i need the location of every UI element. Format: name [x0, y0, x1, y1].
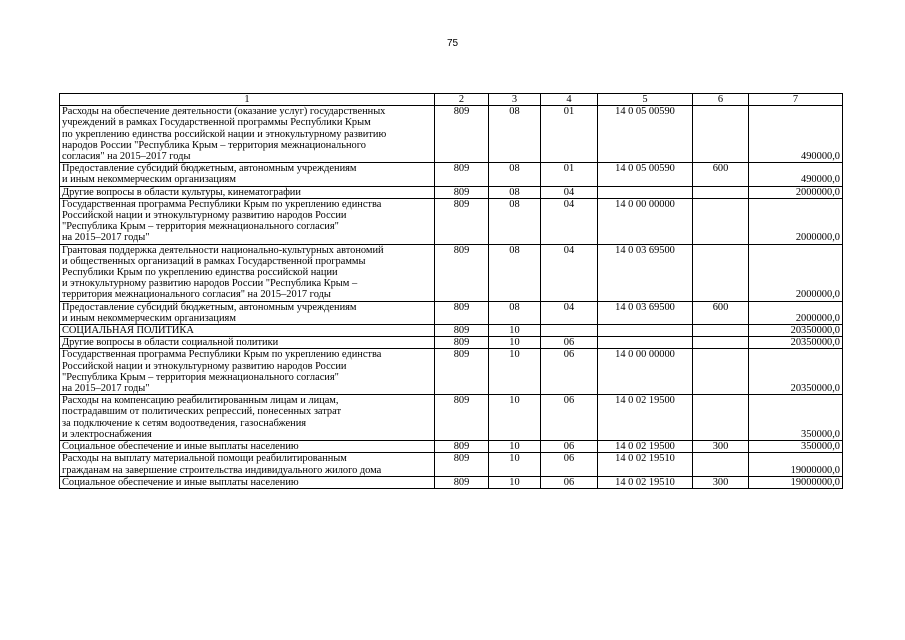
item-name-line: и иным некоммерческим организациям — [62, 312, 236, 324]
expense-type-cell: 300 — [693, 441, 749, 453]
item-name-line: Расходы на выплату материальной помощи реабилитированным — [62, 453, 347, 465]
expense-type-cell — [693, 106, 749, 163]
expense-type-cell — [693, 349, 749, 395]
item-name-cell — [60, 453, 435, 476]
item-name-line: Предоставление субсидий бюджетным, автономным учреждениям — [62, 301, 357, 313]
item-name-line: и электроснабжения — [62, 428, 152, 440]
item-name-line: "Республика Крым – территория межнационального согласия" — [62, 221, 339, 233]
agency-code-cell: 809 — [435, 395, 489, 441]
item-name-line: Расходы на обеспечение деятельности (оказание услуг) государственных — [62, 106, 386, 118]
item-name-cell — [60, 349, 435, 395]
item-name-cell — [60, 337, 435, 349]
item-name-cell — [60, 395, 435, 441]
section-code-cell: 08 — [489, 106, 541, 163]
item-name-line: учреждений в рамках Государственной программы Республики Крым — [62, 117, 371, 129]
subsection-code-cell: 04 — [541, 244, 598, 301]
amount-cell: 350000,0 — [749, 395, 843, 441]
table-row — [60, 301, 843, 324]
table-row — [60, 198, 843, 244]
item-name-cell — [60, 476, 435, 488]
table-row — [60, 337, 843, 349]
target-article-cell: 14 0 02 19500 — [598, 441, 693, 453]
section-code-cell: 10 — [489, 453, 541, 476]
item-name-line: СОЦИАЛЬНАЯ ПОЛИТИКА — [62, 325, 194, 337]
expense-type-cell: 300 — [693, 476, 749, 488]
amount-cell: 20350000,0 — [749, 337, 843, 349]
table-row — [60, 325, 843, 337]
expense-type-cell — [693, 337, 749, 349]
header-cell: 2 — [435, 94, 489, 106]
amount-cell: 19000000,0 — [749, 476, 843, 488]
item-name-line: Российской нации и этнокультурному развитию народов России — [62, 360, 347, 372]
section-code-cell: 08 — [489, 301, 541, 324]
subsection-code-cell: 06 — [541, 337, 598, 349]
item-name-line: по укреплению единства российской нации и этнокультурному развитию — [62, 128, 387, 140]
section-code-cell: 10 — [489, 476, 541, 488]
agency-code-cell: 809 — [435, 325, 489, 337]
subsection-code-cell: 04 — [541, 301, 598, 324]
item-name-line: народов России "Республика Крым – территория межнационального — [62, 139, 366, 151]
section-code-cell: 10 — [489, 337, 541, 349]
target-article-cell — [598, 186, 693, 198]
item-name-cell — [60, 163, 435, 186]
agency-code-cell: 809 — [435, 163, 489, 186]
expense-type-cell: 600 — [693, 163, 749, 186]
item-name-line: Другие вопросы в области культуры, кинематографии — [62, 186, 301, 198]
table-row — [60, 186, 843, 198]
amount-cell: 490000,0 — [749, 106, 843, 163]
header-cell: 1 — [60, 94, 435, 106]
item-name-line: согласия" на 2015–2017 годы — [62, 151, 191, 163]
header-cell: 4 — [541, 94, 598, 106]
item-name-line: Государственная программа Республики Крым по укреплению единства — [62, 349, 382, 361]
item-name-line: Государственная программа Республики Крым по укреплению единства — [62, 198, 382, 210]
header-cell: 6 — [693, 94, 749, 106]
target-article-cell — [598, 337, 693, 349]
header-cell: 5 — [598, 94, 693, 106]
subsection-code-cell: 06 — [541, 349, 598, 395]
subsection-code-cell: 06 — [541, 441, 598, 453]
agency-code-cell: 809 — [435, 198, 489, 244]
expense-type-cell — [693, 325, 749, 337]
header-cell: 7 — [749, 94, 843, 106]
section-code-cell: 08 — [489, 198, 541, 244]
target-article-cell: 14 0 00 00000 — [598, 349, 693, 395]
subsection-code-cell: 01 — [541, 106, 598, 163]
item-name-line: гражданам на завершение строительства индивидуального жилого дома — [62, 464, 382, 476]
section-code-cell: 10 — [489, 325, 541, 337]
amount-cell: 20350000,0 — [749, 325, 843, 337]
item-name-line: и этнокультурному развитию народов России "Республика Крым – — [62, 278, 358, 290]
amount-cell: 2000000,0 — [749, 198, 843, 244]
amount-cell: 2000000,0 — [749, 244, 843, 301]
subsection-code-cell: 04 — [541, 198, 598, 244]
item-name-line: на 2015–2017 годы" — [62, 232, 150, 244]
item-name-line: Российской нации и этнокультурному развитию народов России — [62, 210, 347, 222]
table-row — [60, 349, 843, 395]
agency-code-cell: 809 — [435, 349, 489, 395]
amount-cell: 2000000,0 — [749, 301, 843, 324]
item-name-line: за подключение к сетям водоотведения, газоснабжения — [62, 417, 307, 429]
section-code-cell: 08 — [489, 186, 541, 198]
item-name-cell — [60, 106, 435, 163]
target-article-cell — [598, 325, 693, 337]
table-row — [60, 441, 843, 453]
budget-table — [59, 93, 843, 489]
expense-type-cell — [693, 453, 749, 476]
table-row — [60, 244, 843, 301]
amount-cell: 490000,0 — [749, 163, 843, 186]
agency-code-cell: 809 — [435, 186, 489, 198]
item-name-line: Социальное обеспечение и иные выплаты населению — [62, 441, 299, 453]
amount-cell: 350000,0 — [749, 441, 843, 453]
subsection-code-cell: 06 — [541, 395, 598, 441]
page-number: 75 — [446, 38, 459, 49]
section-code-cell: 08 — [489, 163, 541, 186]
table-row — [60, 106, 843, 163]
subsection-code-cell: 06 — [541, 453, 598, 476]
item-name-line: территория межнационального согласия" на 2015–2017 годы — [62, 289, 331, 301]
expense-type-cell — [693, 186, 749, 198]
agency-code-cell: 809 — [435, 337, 489, 349]
item-name-line: Другие вопросы в области социальной политики — [62, 337, 279, 349]
item-name-line: Расходы на компенсацию реабилитированным лицам и лицам, — [62, 395, 339, 407]
amount-cell: 20350000,0 — [749, 349, 843, 395]
target-article-cell: 14 0 02 19510 — [598, 476, 693, 488]
subsection-code-cell: 01 — [541, 163, 598, 186]
agency-code-cell: 809 — [435, 453, 489, 476]
item-name-line: Предоставление субсидий бюджетным, автономным учреждениям — [62, 163, 357, 175]
agency-code-cell: 809 — [435, 106, 489, 163]
subsection-code-cell: 04 — [541, 186, 598, 198]
item-name-line: и общественных организаций в рамках Государственной программы — [62, 255, 366, 267]
item-name-cell — [60, 301, 435, 324]
subsection-code-cell: 06 — [541, 476, 598, 488]
item-name-line: Грантовая поддержка деятельности национально-культурных автономий — [62, 244, 384, 256]
agency-code-cell: 809 — [435, 244, 489, 301]
item-name-cell — [60, 198, 435, 244]
amount-cell: 19000000,0 — [749, 453, 843, 476]
header-cell: 3 — [489, 94, 541, 106]
expense-type-cell — [693, 395, 749, 441]
item-name-cell — [60, 441, 435, 453]
item-name-line: на 2015–2017 годы" — [62, 383, 150, 395]
amount-cell: 2000000,0 — [749, 186, 843, 198]
target-article-cell: 14 0 02 19510 — [598, 453, 693, 476]
expense-type-cell — [693, 198, 749, 244]
section-code-cell: 10 — [489, 395, 541, 441]
target-article-cell: 14 0 03 69500 — [598, 244, 693, 301]
agency-code-cell: 809 — [435, 441, 489, 453]
target-article-cell: 14 0 05 00590 — [598, 163, 693, 186]
section-code-cell: 08 — [489, 244, 541, 301]
section-code-cell: 10 — [489, 349, 541, 395]
target-article-cell: 14 0 05 00590 — [598, 106, 693, 163]
target-article-cell: 14 0 00 00000 — [598, 198, 693, 244]
item-name-cell — [60, 244, 435, 301]
item-name-cell — [60, 325, 435, 337]
item-name-line: и иным некоммерческим организациям — [62, 174, 236, 186]
subsection-code-cell — [541, 325, 598, 337]
agency-code-cell: 809 — [435, 476, 489, 488]
item-name-line: Социальное обеспечение и иные выплаты населению — [62, 476, 299, 488]
item-name-line: "Республика Крым – территория межнационального согласия" — [62, 371, 339, 383]
target-article-cell: 14 0 03 69500 — [598, 301, 693, 324]
item-name-cell — [60, 186, 435, 198]
agency-code-cell: 809 — [435, 301, 489, 324]
item-name-line: Республики Крым по укреплению единства российской нации — [62, 267, 338, 279]
header-row — [60, 94, 843, 106]
item-name-line: пострадавшим от политических репрессий, понесенных затрат — [62, 406, 342, 418]
table-row — [60, 453, 843, 476]
expense-type-cell: 600 — [693, 301, 749, 324]
table-row — [60, 395, 843, 441]
section-code-cell: 10 — [489, 441, 541, 453]
table-row — [60, 163, 843, 186]
expense-type-cell — [693, 244, 749, 301]
table-row — [60, 476, 843, 488]
target-article-cell: 14 0 02 19500 — [598, 395, 693, 441]
